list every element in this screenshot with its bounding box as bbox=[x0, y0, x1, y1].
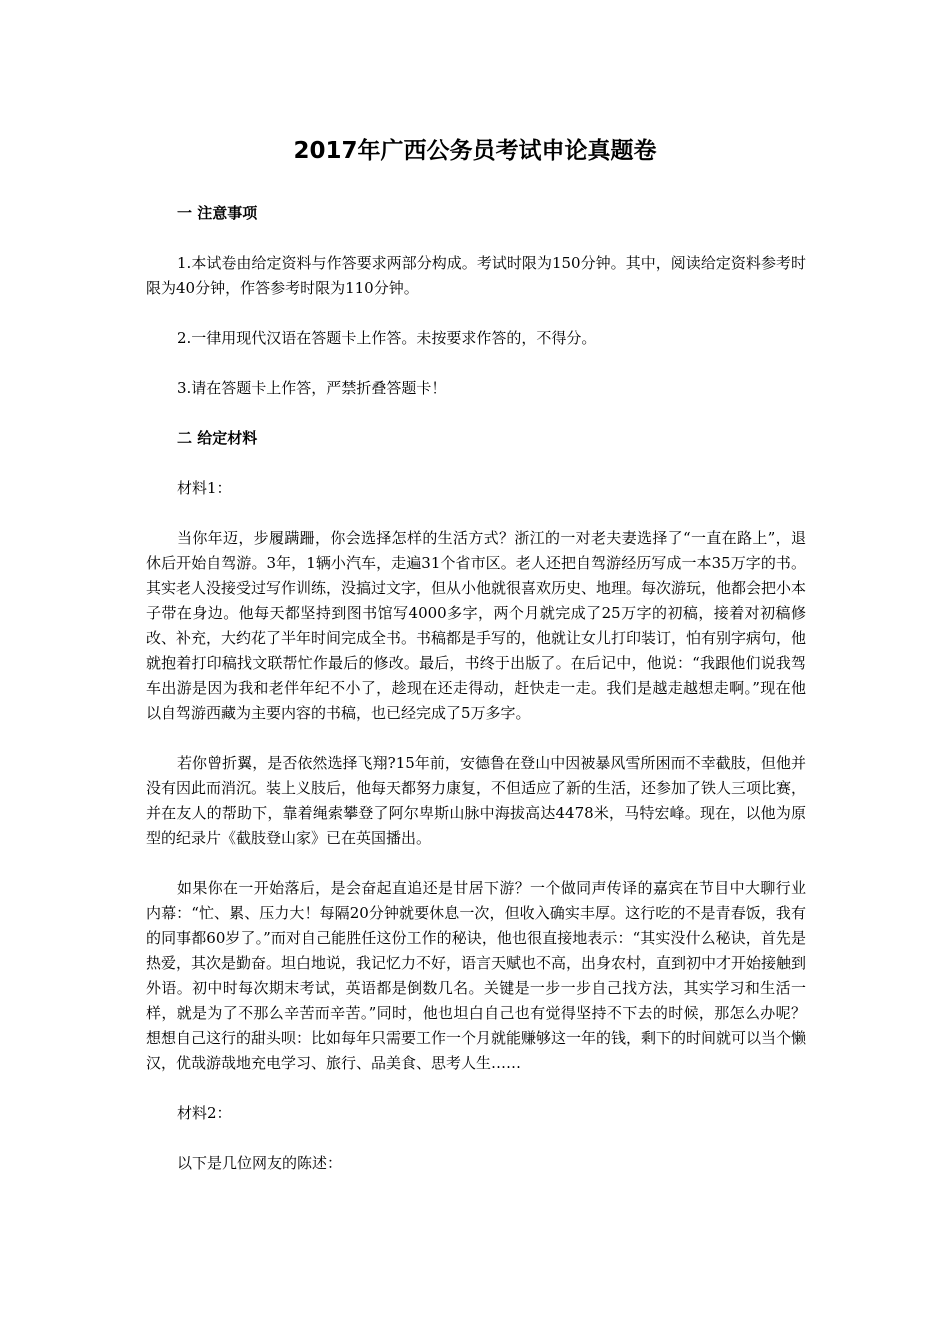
note-item-1: 1.本试卷由给定资料与作答要求两部分构成。考试时限为150分钟。其中，阅读给定资料参考时限为40分钟，作答参考时限为110分钟。 bbox=[146, 254, 806, 297]
section-heading-materials: 二 给定材料 bbox=[177, 429, 258, 447]
material-2-label: 材料2： bbox=[177, 1104, 232, 1122]
material-1-paragraph-1: 当你年迈，步履蹒跚，你会选择怎样的生活方式？浙江的一对老夫妻选择了“一直在路上”，退休后开始自驾游。3年，1辆小汽车，走遍31个省市区。老人还把自驾游经历写成一本35万字的书。其实老人没接受过写作训练，没搞过文字，但从小他就很喜欢历史、地理。每次游玩，他都会把小本子带在身边。他每天都坚持到图书馆写4000多字，两个月就完成了25万字的初稿，接着对初稿修改、补充，大约花了半年时间完成全书。书稿都是手写的，他就让女儿打印装订，怕有别字病句，他就抱着打印稿找文联帮忙作最后的修改。最后，书终于出版了。在后记中，他说：“我跟他们说我驾车出游是因为我和老伴年纪不小了，趁现在还走得动，赶快走一走。我们是越走越想走啊。”现在他以自驾游西藏为主要内容的书稿，也已经完成了5万多字。 bbox=[146, 529, 807, 722]
note-item-3: 3.请在答题卡上作答，严禁折叠答题卡！ bbox=[177, 379, 447, 397]
document-body bbox=[146, 201, 806, 1201]
document-title: 2017年广西公务员考试申论真题卷 bbox=[293, 138, 657, 164]
material-1-label: 材料1： bbox=[177, 479, 232, 497]
section-heading-notes: 一 注意事项 bbox=[177, 204, 258, 222]
material-1-paragraph-2: 若你曾折翼，是否依然选择飞翔?15年前，安德鲁在登山中因被暴风雪所困而不幸截肢，但他并没有因此而消沉。装上义肢后，他每天都努力康复，不但适应了新的生活，还参加了铁人三项比赛，并在友人的帮助下，靠着绳索攀登了阿尔卑斯山脉中海拔高达4478米，马特宏峰。现在，以他为原型的纪录片《截肢登山家》已在英国播出。 bbox=[146, 754, 807, 847]
note-item-2: 2.一律用现代汉语在答题卡上作答。未按要求作答的，不得分。 bbox=[177, 329, 597, 347]
material-1-paragraph-3: 如果你在一开始落后，是会奋起直追还是甘居下游？一个做同声传译的嘉宾在节目中大聊行业内幕：“忙、累、压力大！每隔20分钟就要休息一次，但收入确实丰厚。这行吃的不是青春饭，我有的同事都60岁了。”而对自己能胜任这份工作的秘诀，他也很直接地表示：“其实没什么秘诀，首先是热爱，其次是勤奋。坦白地说，我记忆力不好，语言天赋也不高，出身农村，直到初中才开始接触到外语。初中时每次期末考试，英语都是倒数几名。关键是一步一步自己找方法，其实学习和生活一样，就是为了不那么辛苦而辛苦。”同时，他也坦白自己也有觉得坚持不下去的时候，那怎么办呢？想想自己这行的甜头呗：比如每年只需要工作一个月就能赚够这一年的钱，剩下的时间就可以当个懒汉，优哉游哉地充电学习、旅行、品美食、思考人生…… bbox=[146, 879, 807, 1072]
material-2-intro: 以下是几位网友的陈述： bbox=[177, 1154, 343, 1172]
